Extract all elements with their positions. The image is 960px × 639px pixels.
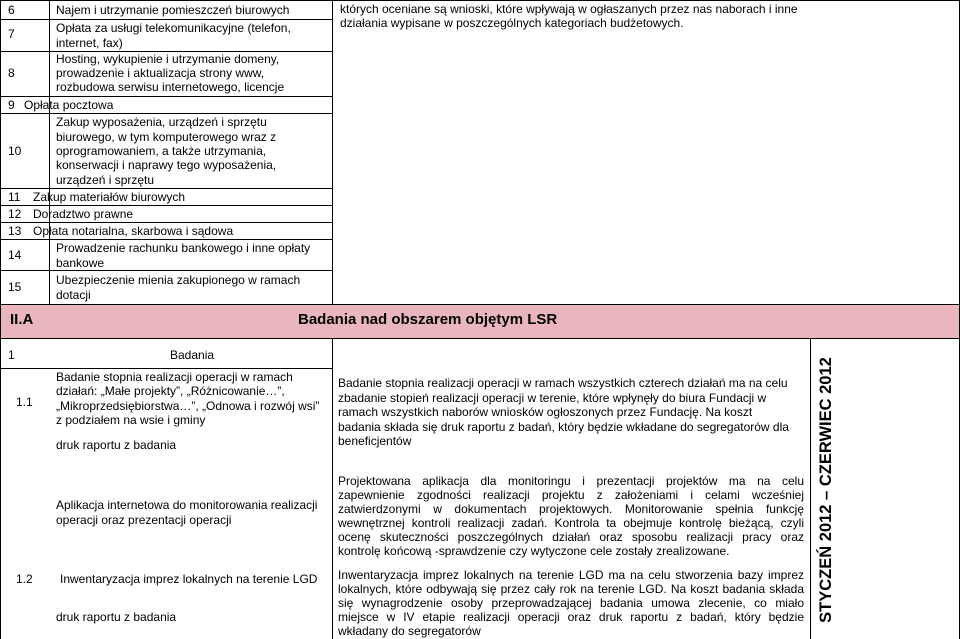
sub-item-text: druk raportu z badania: [56, 438, 177, 452]
item-text: Inwentaryzacja imprez lokalnych na terenie LGD: [60, 572, 318, 586]
row-text: Opłata za usługi telekomunikacyjne (telefon,: [56, 21, 291, 35]
row-text: prowadzenie i aktualizacja strony www,: [56, 66, 265, 80]
item-description: wewnętrznej kontroli realizacji zadań. Kontrola ta obejmuje kontrolę bieżącą, czyli: [338, 516, 804, 530]
row-number: 10: [8, 144, 22, 158]
item-text: działań: „Małe projekty”, „Różnicowanie…”,: [56, 384, 285, 398]
item-description: beneficjentów: [338, 434, 412, 448]
row-text: konserwacji i naprawy tego wyposażenia,: [56, 158, 277, 172]
item-description: kontrolę końcową -sprawdzenie czy wytyczone cele zostały zrealizowane.: [338, 544, 730, 558]
item-description: zapewnienie zgodności realizacji projektu z założeniami i celami wcześniej: [338, 488, 804, 502]
row-number: 6: [8, 3, 15, 17]
item-description: się wynagrodzenie osoby przeprowadzającej badania umowa zlecenie, co miało: [338, 596, 804, 610]
row-number: 15: [8, 280, 22, 294]
row-text: Opłata pocztowa: [24, 98, 114, 112]
row-text: Ubezpieczenie mienia zakupionego w ramach: [56, 273, 301, 287]
section-description: których oceniane są wnioski, które wpływają w ogłaszanych przez nas naborach i inne: [340, 2, 798, 16]
row-text: Hosting, wykupienie i utrzymanie domeny,: [56, 52, 280, 66]
row-text: Najem i utrzymanie pomieszczeń biurowych: [56, 3, 290, 17]
sub-item-text: druk raportu z badania: [56, 610, 177, 624]
sub-item-text: operacji oraz prezentacji operacji: [56, 513, 232, 527]
row-number: 12: [8, 207, 22, 221]
section-description: działania wypisane w poszczególnych kategoriach budżetowych.: [340, 16, 684, 30]
table-rule: [0, 304, 960, 305]
row-number: 13: [8, 224, 22, 238]
item-description: lokalnych, które odbywają się przez cały rok na terenie LGD. Na koszt badania składa: [338, 582, 804, 596]
row-number: 9: [8, 98, 15, 112]
item-description: zbadanie stopień realizacji operacji w terenie, które wpłynęły do biura Fundacji w: [338, 391, 767, 405]
item-description: Inwentaryzacja imprez lokalnych na terenie LGD ma na celu stworzenia bazy imprez: [338, 568, 804, 582]
row-text: biurowego, w tym komputerowego wraz z: [56, 130, 277, 144]
row-text: Zakup wyposażenia, urządzeń i sprzętu: [56, 115, 267, 129]
item-description: Projektowana aplikacja dla monitoringu i prezentacji projektów ma na celu: [338, 474, 804, 488]
table-rule: [0, 0, 1, 639]
item-text: „Mikroprzedsiębiorstwa…”, „Odnowa i rozwój wsi”: [56, 399, 320, 413]
section-code: II.A: [10, 311, 34, 328]
row-number: 14: [8, 248, 22, 262]
vertical-date-text: STYCZEŃ 2012 – CZERWIEC 2012: [817, 357, 835, 623]
row-text: Opłata notarialna, skarbowa i sądowa: [33, 224, 234, 238]
table-rule: [0, 368, 332, 369]
row-text: rozbudowa serwisu internetowego, licencje: [56, 80, 285, 94]
row-text: oprogramowaniem, a także utrzymania,: [56, 144, 267, 158]
table-rule: [332, 0, 333, 304]
item-description: ramach wszystkich naborów wniosków ogłoszonych przez Fundację. Na koszt: [338, 405, 753, 419]
item-description: Badanie stopnia realizacji operacji w ramach wszystkich czterech działań ma na celu: [338, 376, 788, 390]
row-number: 7: [8, 27, 15, 41]
item-description: zatwierdzonymi w dokumentach projektowych. Monitorowanie spełnia funkcję: [338, 502, 804, 516]
table-rule: [332, 338, 333, 639]
row-text: Prowadzenie rachunku bankowego i inne opłaty: [56, 241, 311, 255]
row-number: 11: [8, 190, 21, 204]
table-rule: [0, 0, 960, 1]
item-description: wkładany do segregatorów: [338, 624, 481, 638]
row-text: bankowe: [56, 256, 105, 270]
row-text: urządzeń i sprzętu: [56, 173, 155, 187]
item-number: 1.2: [16, 572, 33, 586]
section-title: Badania nad obszarem objętym LSR: [298, 311, 558, 328]
item-description: miejsce w IV etapie realizacji operacji oraz druk raportu z badań, który będzie: [338, 610, 804, 624]
row-text: dotacji: [56, 288, 91, 302]
item-text: Badanie stopnia realizacji operacji w ramach: [56, 370, 293, 384]
row-number: 8: [8, 66, 15, 80]
table-rule: [810, 338, 811, 639]
item-number: 1.1: [16, 395, 33, 409]
row-text: Zakup materiałów biurowych: [33, 190, 186, 204]
item-text: z podziałem na wsie i gminy: [56, 413, 206, 427]
table-rule: [0, 338, 960, 339]
sub-item-text: Aplikacja internetowa do monitorowania realizacji: [56, 498, 318, 512]
row-text: internet, fax): [56, 36, 123, 50]
item-description: ocenę skuteczności poszczególnych działań oraz sposobu realizacji pracy oraz: [338, 530, 804, 544]
row-text: Doradztwo prawne: [33, 207, 134, 221]
vertical-date-label: [814, 345, 838, 635]
table-rule: [49, 0, 50, 304]
item-description: badania składa się druk raportu z badań, który będzie wkładane do segregatorów dla: [338, 420, 789, 434]
subsection-number: 1: [8, 348, 15, 362]
subsection-heading: Badania: [170, 348, 215, 362]
